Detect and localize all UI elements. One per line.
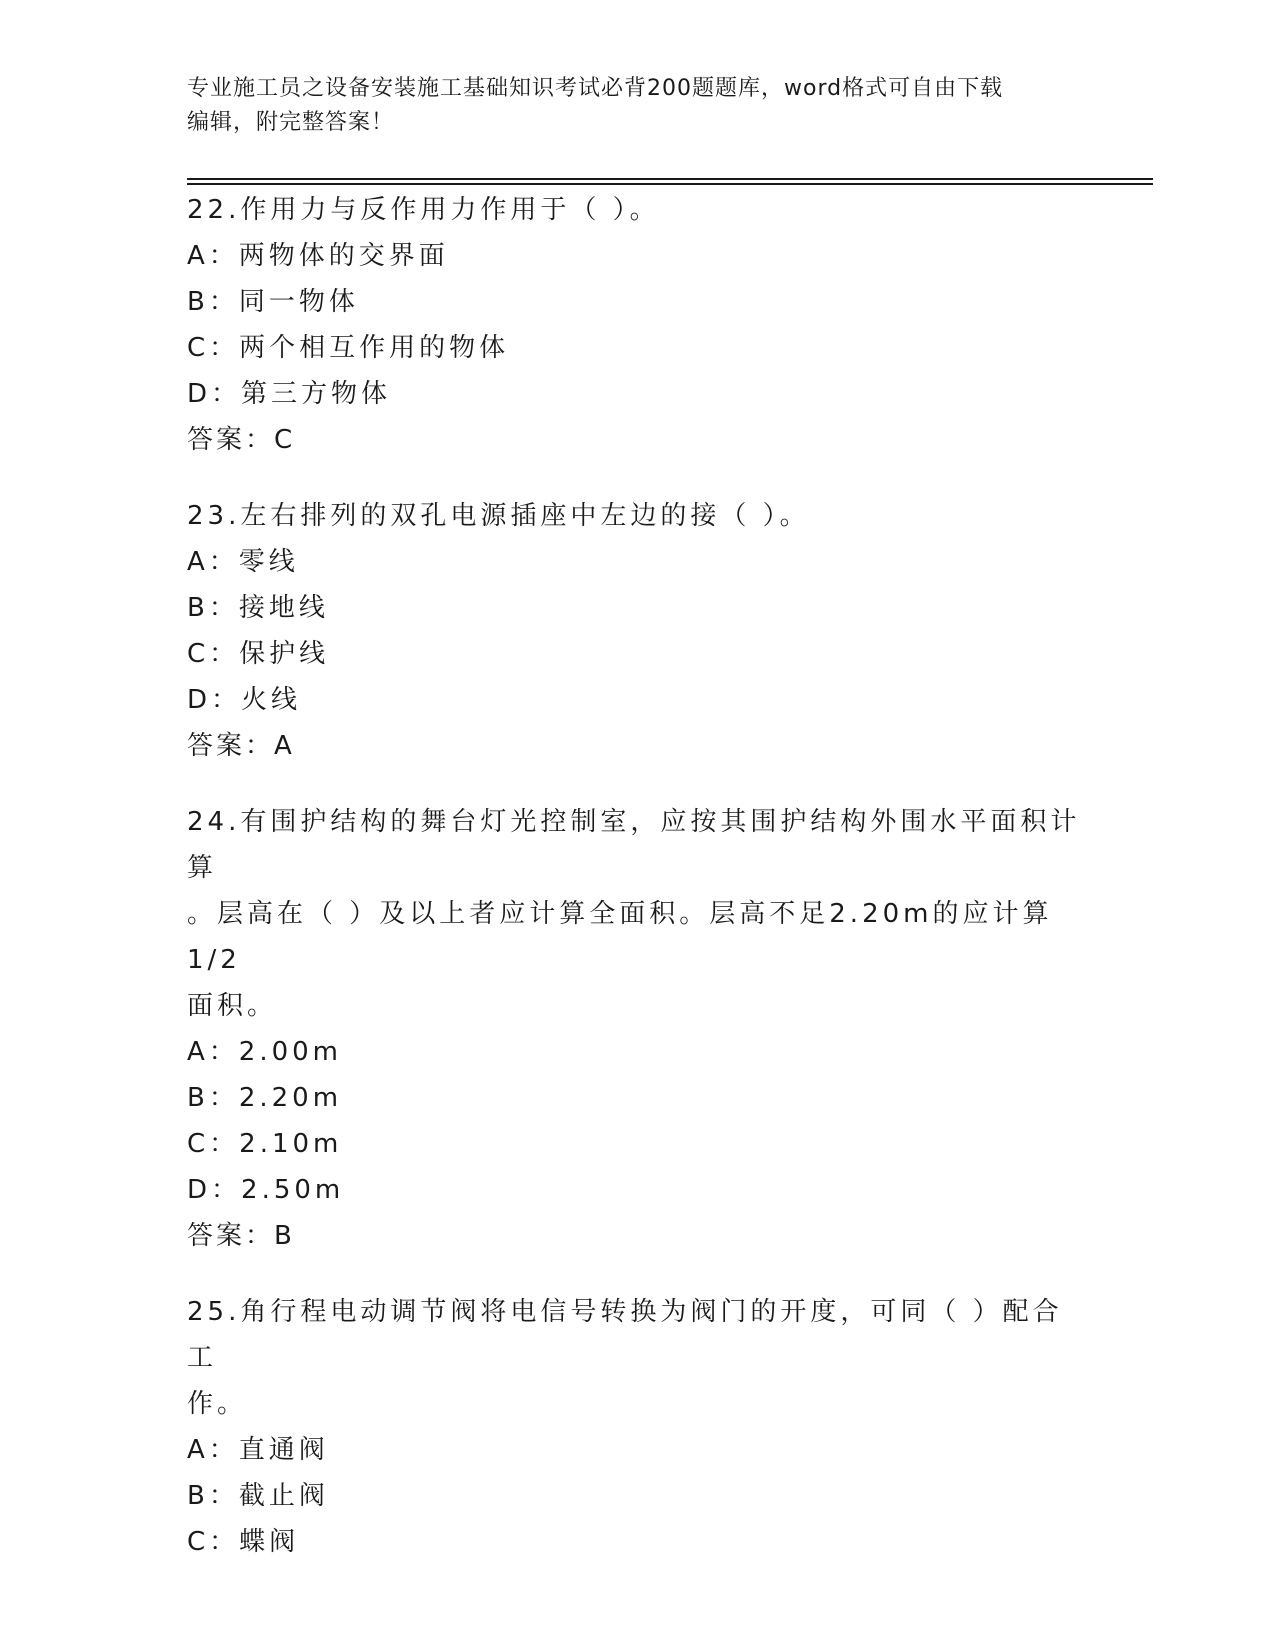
option-a: A：零线 <box>187 547 299 577</box>
question-stem <box>187 493 1087 539</box>
answer-line: 答案：B <box>187 1221 295 1251</box>
question-list <box>187 187 1087 1595</box>
document-header <box>187 72 1087 140</box>
question-25 <box>187 1289 1087 1565</box>
question-22 <box>187 187 1087 463</box>
answer-line: 答案：A <box>187 731 295 761</box>
question-stem-line: 24.有围护结构的舞台灯光控制室，应按其围护结构外围水平面积计算 <box>187 807 1081 883</box>
header-divider-bottom <box>187 183 1153 185</box>
question-stem-line: 23.左右排列的双孔电源插座中左边的接（ ）。 <box>187 501 810 531</box>
option-c: C：蝶阀 <box>187 1527 300 1557</box>
option-c: C：保护线 <box>187 639 330 669</box>
question-23 <box>187 493 1087 769</box>
question-stem-line: 25.角行程电动调节阀将电信号转换为阀门的开度，可同（ ）配合工 <box>187 1297 1063 1373</box>
option-a: A：直通阀 <box>187 1435 329 1465</box>
question-stem-line: 。层高在（ ）及以上者应计算全面积。层高不足2.20m的应计算1/2 <box>187 899 1053 975</box>
question-24 <box>187 799 1087 1259</box>
header-title-line-2: 编辑，附完整答案！ <box>187 110 395 135</box>
answer-line: 答案：C <box>187 425 296 455</box>
option-b: B：接地线 <box>187 593 329 623</box>
header-title-line-1: 专业施工员之设备安装施工基础知识考试必背200题题库，word格式可自由下载 <box>187 76 1004 101</box>
header-divider-top <box>187 178 1153 180</box>
option-d: D：2.50m <box>187 1175 345 1205</box>
option-d: D：火线 <box>187 685 302 715</box>
question-stem-line: 22.作用力与反作用力作用于（ ）。 <box>187 195 660 225</box>
option-b: B：同一物体 <box>187 287 359 317</box>
question-stem <box>187 187 1087 233</box>
option-b: B：截止阀 <box>187 1481 329 1511</box>
question-stem <box>187 1289 1087 1427</box>
option-a: A：两物体的交界面 <box>187 241 449 271</box>
option-d: D：第三方物体 <box>187 379 392 409</box>
question-stem-line: 面积。 <box>187 991 278 1021</box>
option-b: B：2.20m <box>187 1083 343 1113</box>
question-stem <box>187 799 1087 1029</box>
option-a: A：2.00m <box>187 1037 343 1067</box>
option-c: C：两个相互作用的物体 <box>187 333 510 363</box>
question-stem-line: 作。 <box>187 1389 248 1419</box>
option-c: C：2.10m <box>187 1129 343 1159</box>
